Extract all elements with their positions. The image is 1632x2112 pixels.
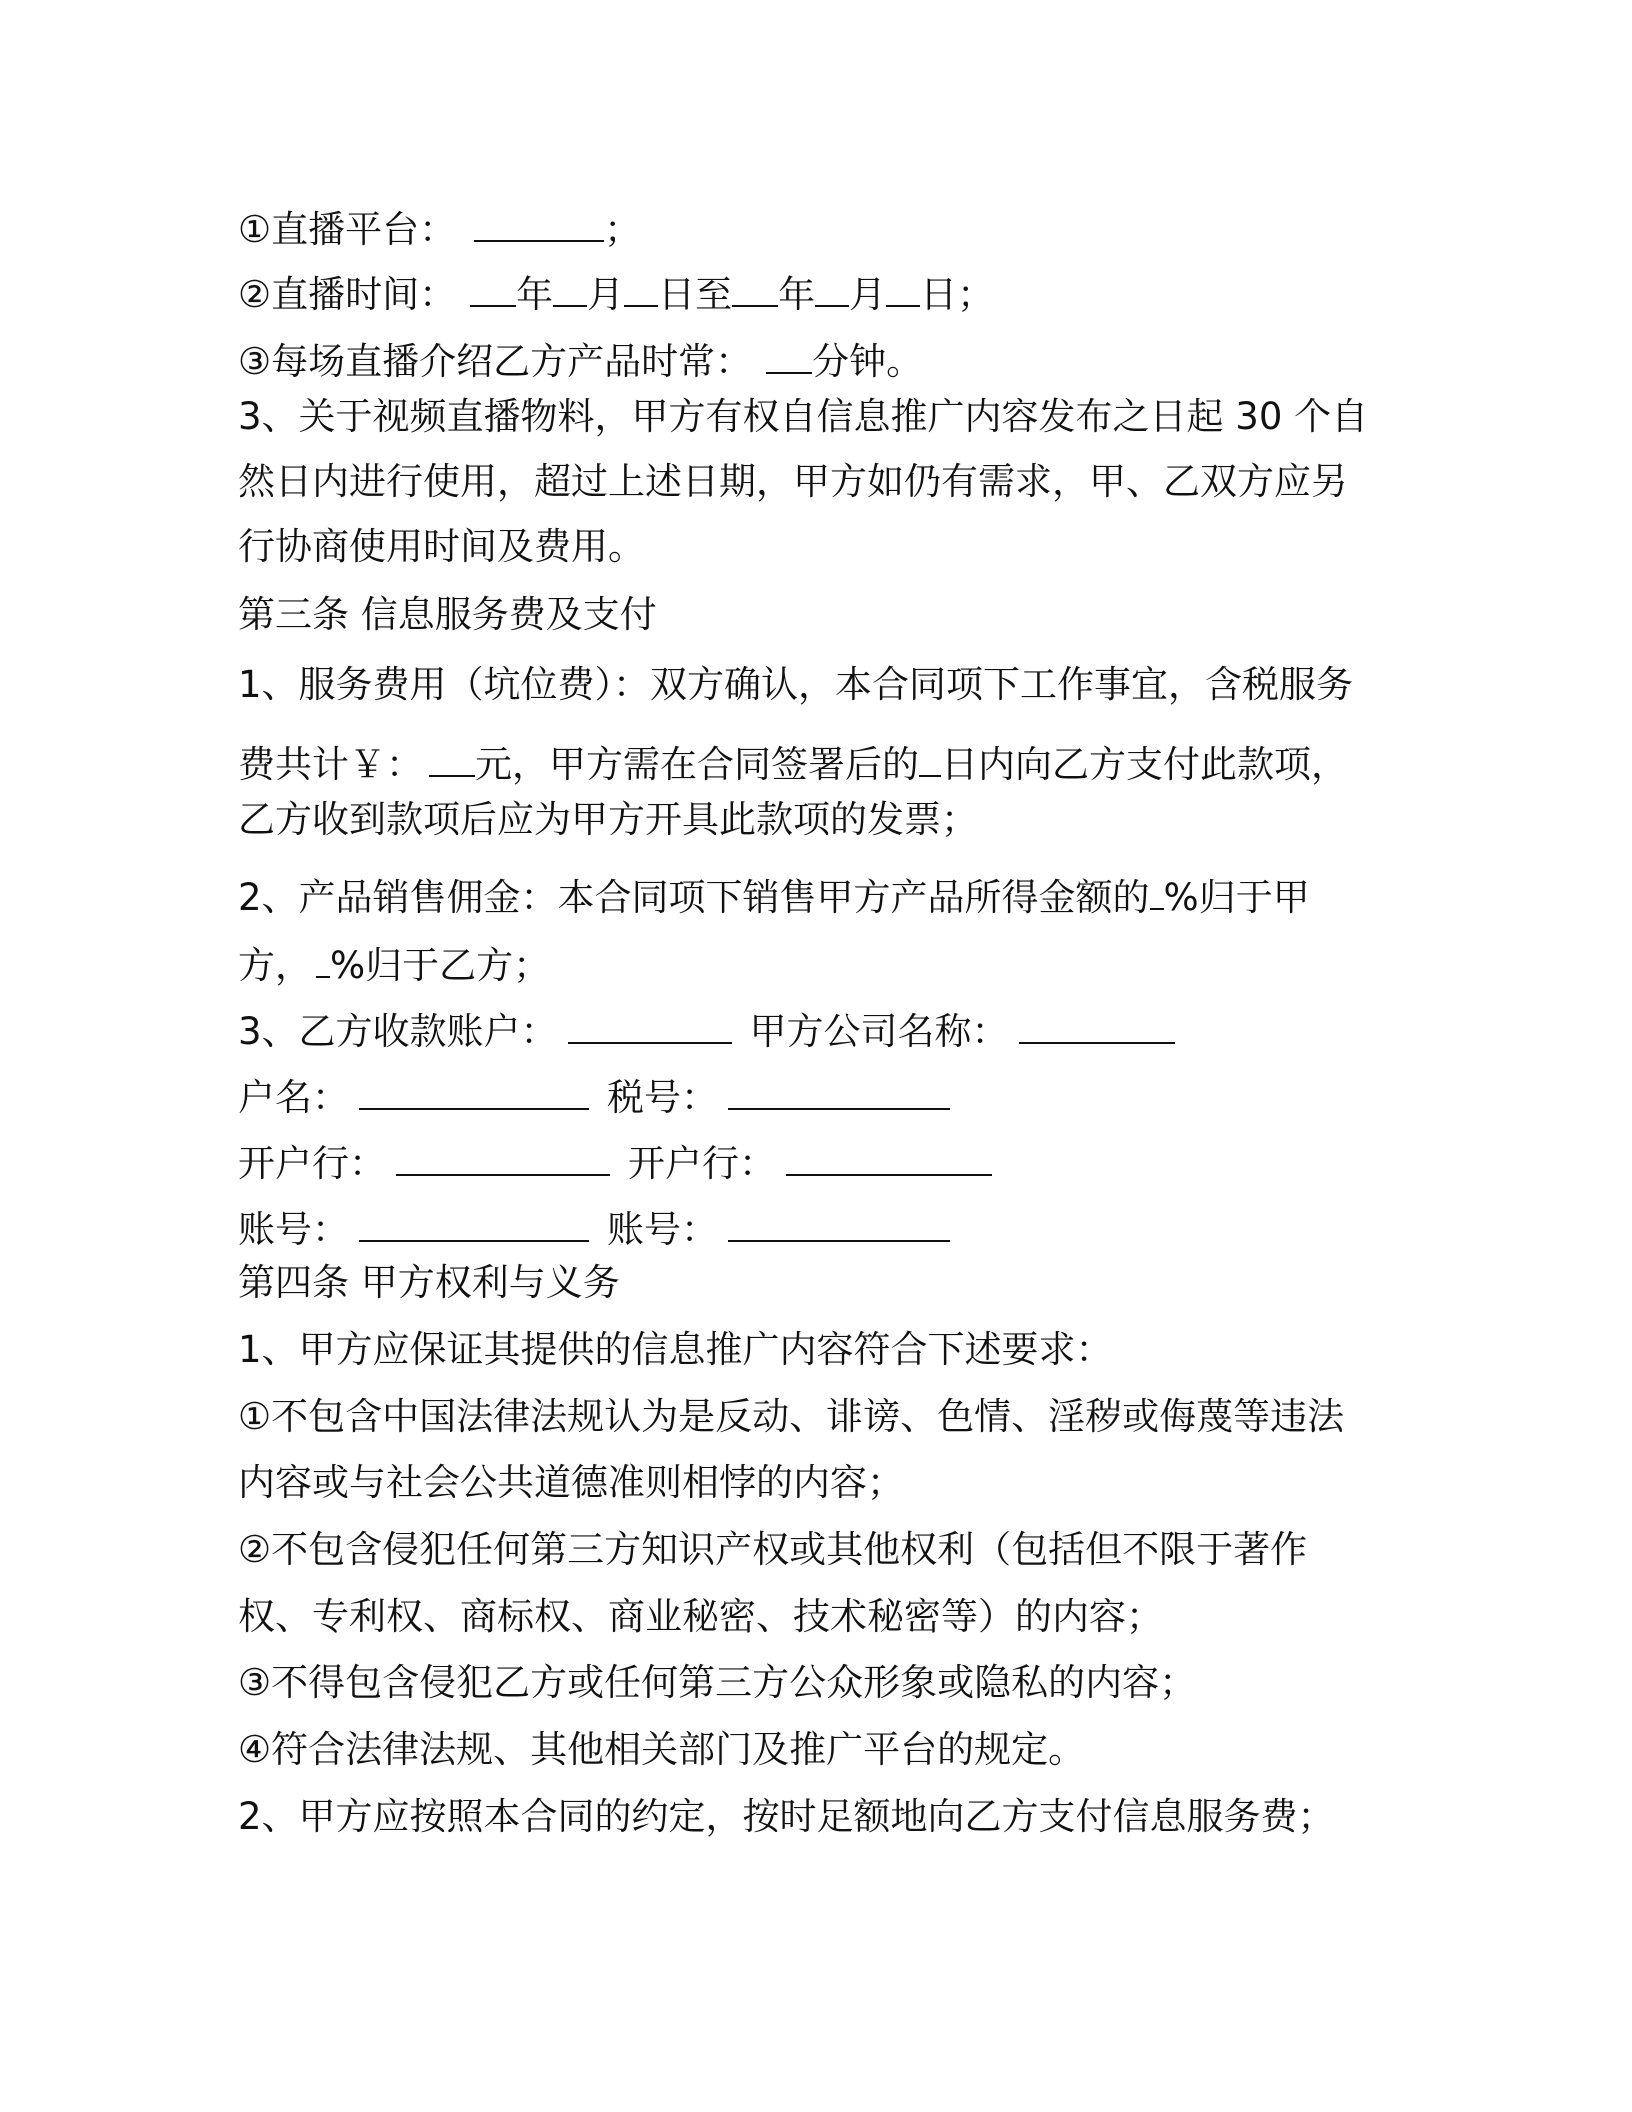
service-fee-amount-blank[interactable] xyxy=(429,735,475,777)
party-a-company-blank[interactable] xyxy=(1019,1002,1175,1044)
account-name-line xyxy=(238,1068,950,1118)
end-year-blank[interactable] xyxy=(732,265,778,307)
paragraph-line: ②不包含侵犯任何第三方知识产权或其他权利（包括但不限于著作 xyxy=(238,1528,1308,1571)
live-platform-blank[interactable] xyxy=(474,200,604,242)
paragraph-line: 行协商使用时间及费用。 xyxy=(238,525,645,568)
account-number-label: 账号： xyxy=(607,1208,718,1251)
party-b-bank-blank[interactable] xyxy=(396,1134,610,1176)
start-year-blank[interactable] xyxy=(470,265,516,307)
paragraph-line: 3、关于视频直播物料，甲方有权自信息推广内容发布之日起 30 个自 xyxy=(238,395,1369,438)
live-time-line xyxy=(238,265,994,315)
start-month-blank[interactable] xyxy=(553,265,587,307)
section-heading-article-4: 第四条 甲方权利与义务 xyxy=(238,1261,620,1304)
service-fee-text-end: 日内向乙方支付此款项， xyxy=(941,743,1348,786)
service-fee-label: 费共计￥： xyxy=(238,743,423,786)
company-name-label: 甲方公司名称： xyxy=(749,1010,1009,1053)
commission-text-end: %归于乙方； xyxy=(330,944,551,987)
account-name-label: 户名： xyxy=(238,1076,349,1119)
bank-label: 开户行： xyxy=(238,1142,386,1185)
commission-text: 2、产品销售佣金：本合同项下销售甲方产品所得金额的 xyxy=(238,876,1150,919)
account-number-label: 账号： xyxy=(238,1208,349,1251)
account-number-line xyxy=(238,1200,950,1250)
duration-unit: 分钟。 xyxy=(812,340,924,383)
service-fee-text: 元，甲方需在合同签署后的 xyxy=(475,743,919,786)
duration-label: ③每场直播介绍乙方产品时常： xyxy=(238,340,753,383)
end-month-unit: 月 xyxy=(849,273,887,316)
end-month-blank[interactable] xyxy=(815,265,849,307)
paragraph-line: ①不包含中国法律法规认为是反动、诽谤、色情、淫秽或侮蔑等违法 xyxy=(238,1395,1345,1438)
start-day-unit: 日至 xyxy=(658,273,733,316)
tax-number-label: 税号： xyxy=(607,1076,718,1119)
party-b-account-number-blank[interactable] xyxy=(359,1200,589,1242)
payment-days-blank[interactable] xyxy=(919,735,941,777)
live-platform-line xyxy=(238,200,641,250)
bank-line xyxy=(238,1134,992,1184)
party-b-account-blank[interactable] xyxy=(568,1002,732,1044)
paragraph-line: 1、服务费用（坑位费）：双方确认，本合同项下工作事宜，含税服务 xyxy=(238,663,1354,706)
account-line xyxy=(238,1002,1175,1052)
account-label: 3、乙方收款账户： xyxy=(238,1010,558,1053)
paragraph-line: 1、甲方应保证其提供的信息推广内容符合下述要求： xyxy=(238,1328,1113,1371)
party-a-percent-blank[interactable] xyxy=(1150,868,1164,910)
commission-text-end: %归于甲 xyxy=(1163,876,1310,919)
party-a-bank-blank[interactable] xyxy=(786,1134,992,1176)
end-day-blank[interactable] xyxy=(886,265,920,307)
account-name-blank[interactable] xyxy=(359,1068,589,1110)
paragraph-line: ③不得包含侵犯乙方或任何第三方公众形象或隐私的内容； xyxy=(238,1661,1197,1704)
paragraph-line: 2、甲方应按照本合同的约定，按时足额地向乙方支付信息服务费； xyxy=(238,1795,1335,1838)
end-day-unit: 日； xyxy=(920,273,995,316)
commission-line xyxy=(238,868,1310,918)
end-year-unit: 年 xyxy=(778,273,816,316)
paragraph-line: 然日内进行使用，超过上述日期，甲方如仍有需求，甲、乙双方应另 xyxy=(238,460,1348,503)
live-time-label: ②直播时间： xyxy=(238,273,457,316)
commission-line-2 xyxy=(238,936,550,986)
live-platform-label: ①直播平台： xyxy=(238,208,457,251)
live-platform-end: ； xyxy=(604,208,642,251)
paragraph-line: 乙方收到款项后应为甲方开具此款项的发票； xyxy=(238,798,978,841)
paragraph-line: ④符合法律法规、其他相关部门及推广平台的规定。 xyxy=(238,1728,1086,1771)
commission-text: 方， xyxy=(238,944,312,987)
party-a-account-number-blank[interactable] xyxy=(728,1200,950,1242)
party-b-percent-blank[interactable] xyxy=(316,936,330,978)
section-heading-article-3: 第三条 信息服务费及支付 xyxy=(238,593,657,636)
duration-line xyxy=(238,332,923,382)
bank-label: 开户行： xyxy=(628,1142,776,1185)
paragraph-line: 权、专利权、商标权、商业秘密、技术秘密等）的内容； xyxy=(238,1595,1163,1638)
service-fee-line xyxy=(238,735,1348,785)
paragraph-line: 内容或与社会公共道德准则相悖的内容； xyxy=(238,1461,904,1504)
tax-number-blank[interactable] xyxy=(728,1068,950,1110)
start-month-unit: 月 xyxy=(587,273,625,316)
start-year-unit: 年 xyxy=(516,273,554,316)
duration-blank[interactable] xyxy=(766,332,812,374)
start-day-blank[interactable] xyxy=(624,265,658,307)
